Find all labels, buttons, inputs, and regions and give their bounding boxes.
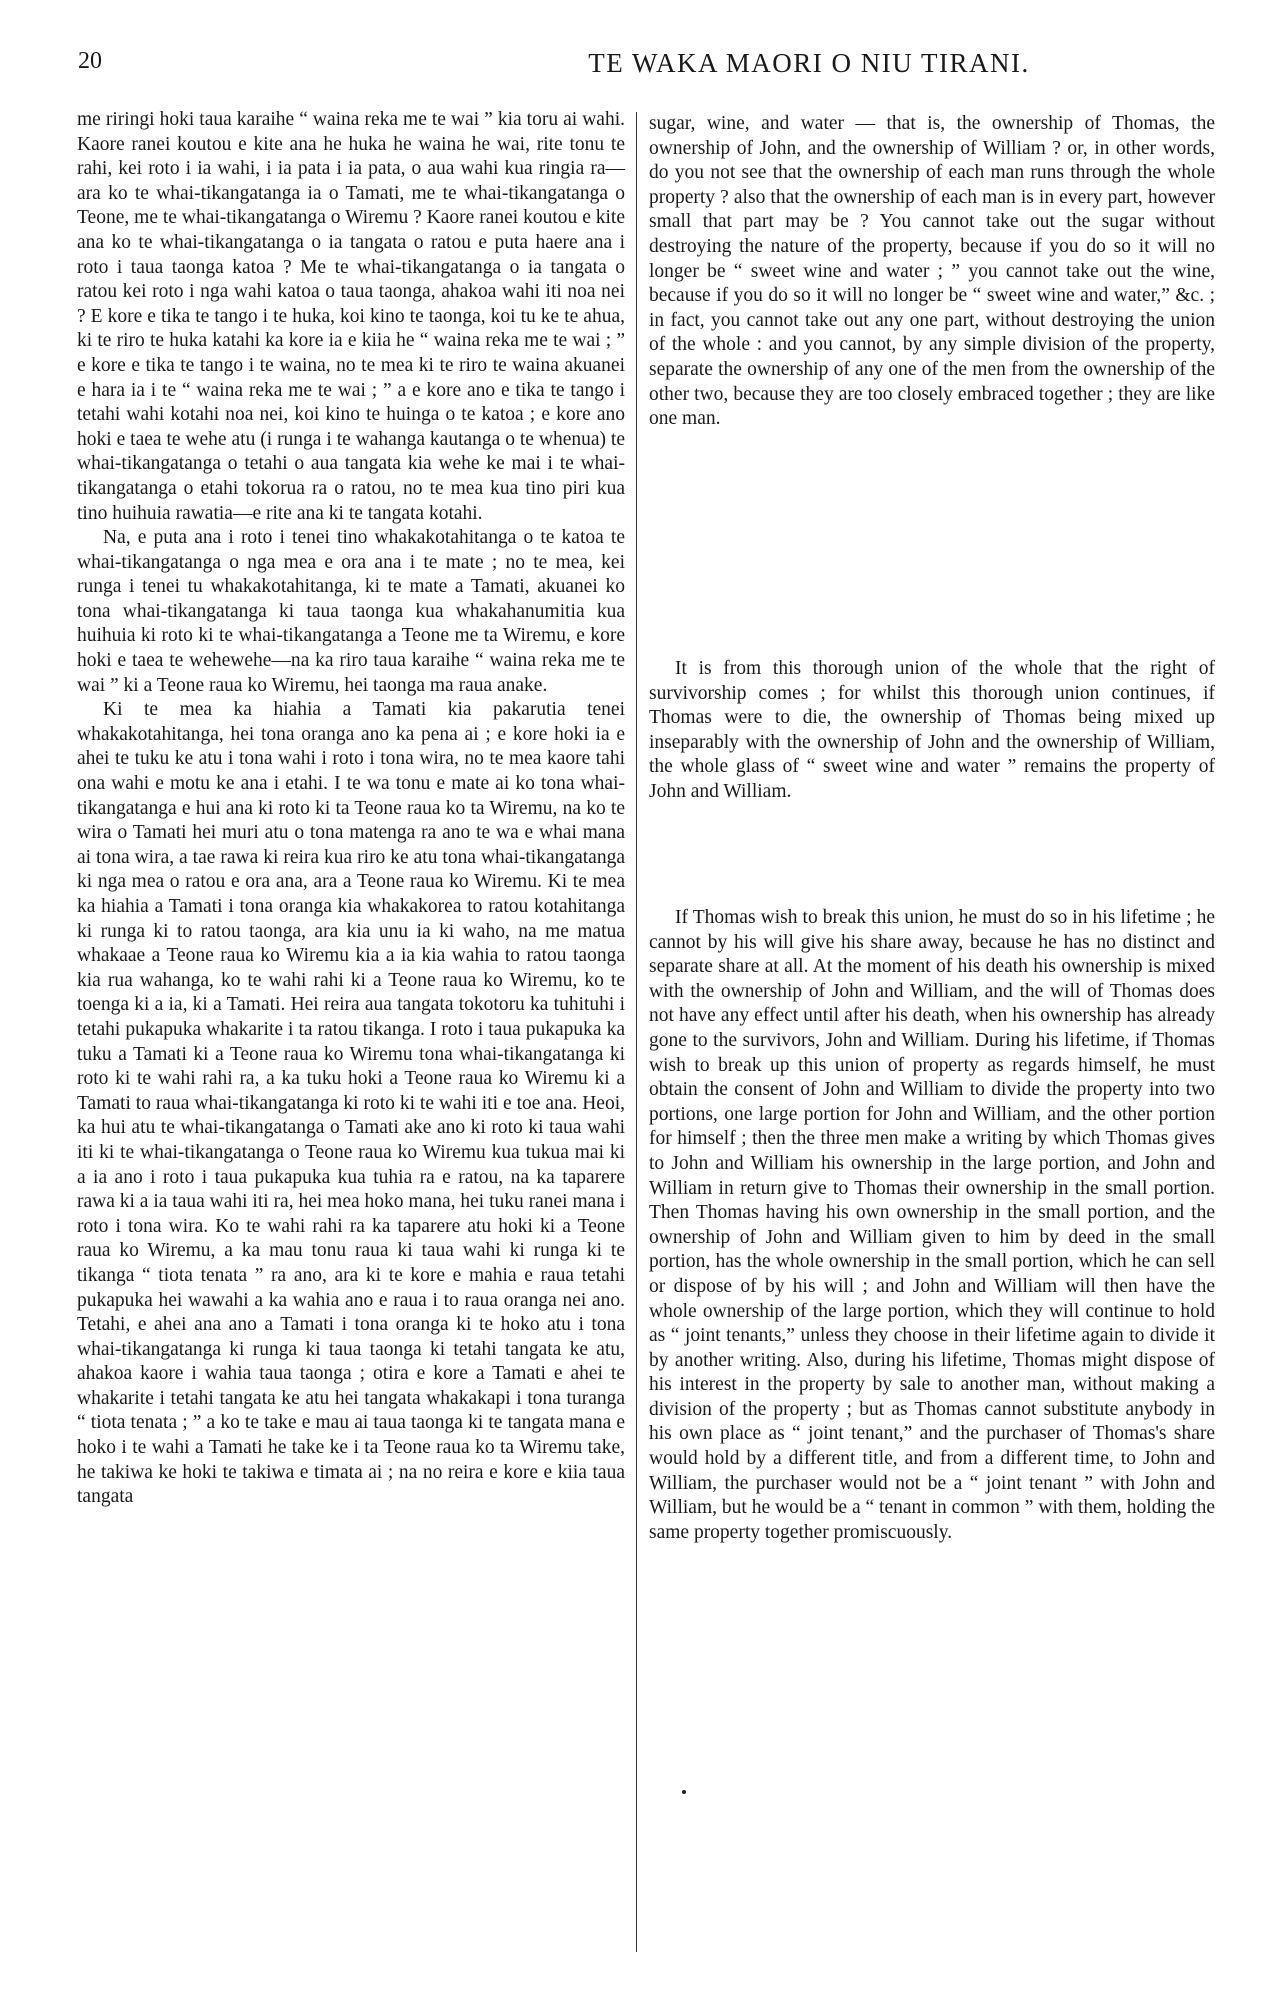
english-paragraph-1: sugar, wine, and water — that is, the ownership of Thomas, the ownership of John, and the ownership of William ? or, in other words, do you not see that the ownership of each man runs through the whole property ? also that the ownership of each man is in every part, however small that part may be ? You cannot take out the sugar without destroying the nature of the property, because if you do so it will no longer be “ sweet wine and water ; ” you cannot take out the wine, because if you do so it will no longer be “ sweet wine and water,” &c. ; in fact, you cannot take out any one part, without destroying the union of the whole : and you cannot, by any simple division of the property, separate the ownership of any one of the men from the ownership of the other two, because they are too closely embraced together ; they are like one man. xyxy=(649,113,1215,430)
journal-title: TE WAKA MAORI O NIU TIRANI. xyxy=(588,48,1030,78)
maori-column xyxy=(77,108,625,1510)
maori-paragraph-1: me riringi hoki taua karaihe “ waina reka me te wai ” kia toru ai wahi. Kaore ranei koutou e kite ana he huka he waina he wai, rite tonu te rahi, kei roto i ia wahi, i ia pata i ia pata, o aua wahi kua ringia ra— ara ko te whai-tikangatanga ia o Tamati, me te whai-tikangatanga o Teone, me te whai-tikangatanga o Wiremu ? Kaore ranei koutou e kite ana ko te whai-tikangatanga o ia tangata o ratou e puta haere ana i roto i taua taonga katoa ? Me te whai-tikangatanga o ia tangata o ratou kei roto i nga wahi katoa o taua taonga, ahakoa wahi iti noa nei ? E kore e tika te tango i te huka, koi kino te taonga, koi tu ke te ahua, ki te riro te huka katahi ka kore ia e kiia he “ waina reka me te wai ; ” e kore e tika te tango i te waina, no te mea ki te riro te waina akuanei e hara ia i te “ waina reka me te wai ; ” a e kore ano e tika te tango i tetahi wahi kotahi noa nei, koi kino te huinga o te katoa ; e kore ano hoki e taea te wehe atu (i runga i te wahanga kautanga o te whenua) te whai-tikangatanga o tetahi o aua tangata kia wehe ke mai i te whai-tikangatanga o etahi tokorua ra o ratou, no te mea kua tino piri kua tino huihuia rawatia—e rite ana ki te tangata kotahi. xyxy=(77,109,625,524)
maori-paragraph-2: Na, e puta ana i roto i tenei tino whakakotahitanga o te katoa te whai-tikangatanga o nga mea e ora ana i te mate ; no te mea, kei runga i tenei tu whakakotahitanga, ki te mate a Tamati, akuanei ko tona whai-tikangatanga ki taua taonga kua whakahanumitia kua huihuia ki roto ki te whai-tikangatanga a Teone me ta Wiremu, e kore hoki e taea te wehewehe—na ka riro taua karaihe “ waina reka me te wai ” ki a Teone raua ko Wiremu, hei taonga ma raua anake. xyxy=(77,527,625,696)
running-head xyxy=(78,40,1250,80)
end-mark xyxy=(682,1790,686,1794)
page-number: 20 xyxy=(78,48,102,74)
column-divider xyxy=(636,112,637,1952)
english-paragraph-2: It is from this thorough union of the whole that the right of survivorship comes ; for whilst this thorough union continues, if Thomas were to die, the ownership of Thomas being mixed up inseparably with the ownership of John and the ownership of William, the whole glass of “ sweet wine and water ” remains the property of John and William. xyxy=(649,658,1215,802)
maori-paragraph-3: Ki te mea ka hiahia a Tamati kia pakarutia tenei whakakotahitanga, hei tona oranga ano ka pena ai ; e kore hoki ia e ahei te tuku ke atu i tona wahi i roto i tona wira, no te mea kaore tahi ona wahi e motu ke ana i etahi. I te wa tonu e mate ai ko tona whai-tikangatanga e hui ana ki roto ki ta Teone raua ko ta Wiremu, na ko te wira o Tamati hei muri atu o tona matenga ra ano te wa e whai mana ai tona wira, a tae rawa ki reira kua riro ke atu tona whai-tikangatanga ki nga mea o ratou e ora ana, ara a Teone raua ko Wiremu. Ki te mea ka hiahia a Tamati i tona oranga kia whakakorea to ratou kotahitanga ki runga ki to ratou taonga, ara kia unu ia ki waho, na me matua whakaae a Teone raua ko Wiremu kia a ia kia wahia to ratou taonga kia rua wahanga, ko te wahi rahi ki a Teone raua ko Wiremu, ko te toenga ki a ia, ki a Tamati. Hei reira aua tangata tokotoru ka tuhituhi i tetahi pukapuka whakarite i ta ratou tikanga. I roto i taua pukapuka ka tuku a Tamati ki a Teone raua ko Wiremu tona whai-tikangatanga ki roto ki te wahi rahi ra, a ka tuku hoki a Teone raua ko Wiremu ki a Tamati to raua whai-tikangatanga ki roto ki te wahi iti e toe ana. Heoi, ka hui atu te whai-tikangatanga o Tamati ake ano ki roto ki taua wahi iti ki te whai-tikangatanga o Teone raua ko Wiremu kua tukua mai ki a ia ano i roto i taua pukapuka kua tuhia ra e ratou, na ka taparere rawa ki a ia taua wahi iti ra, hei mea hoko mana, hei tuku ranei mana i roto i tona wira. Ko te wahi rahi ra ka taparere atu hoki ki a Teone raua ko Wiremu, a ka mau tonu raua ki taua wahi ki runga ki te tikanga “ tiota tenata ” ra ano, ara ki te kore e mahia e raua tetahi pukapuka hei wawahi a ka wahia ano e raua i to raua oranga nei ano. Tetahi, e ahei ana ano a Tamati i tona oranga ki te hoko atu i tona whai-tikangatanga ki runga ki taua taonga ki tetahi tangata ke atu, ahakoa kaore i wahia taua taonga ; otira e kore a Tamati e ahei te whakarite i tetahi tangata ke atu hei tangata whakakapi i tona turanga “ tiota tenata ; ” a ko te take e mau ai taua taonga ki te tangata mana e hoko i te wahi a Tamati he take ke i ta Teone raua ko ta Wiremu take, he takiwa ke hoki te takiwa e timata ai ; na no reira e kore e kiia taua tangata xyxy=(77,699,625,1508)
english-paragraph-3: If Thomas wish to break this union, he must do so in his lifetime ; he cannot by his will give his share away, because he has no distinct and separate share at all. At the moment of his death his ownership is mixed with the ownership of John and William, and the will of Thomas does not have any effect until after his death, when his ownership has already gone to the survivors, John and William. During his lifetime, if Thomas wish to break up this union of property as regards himself, he must obtain the consent of John and William to divide the property into two portions, one large portion for John and William, and the other portion for himself ; then the three men make a writing by which Thomas gives to John and William his ownership in the large portion, and John and William in return give to Thomas their ownership in the small portion. Then Thomas having his own ownership in the small portion, and the ownership of John and William given to him by deed in the small portion, has the whole ownership in the small portion, which he can sell or dispose of by his will ; and John and William will then have the whole ownership of the large portion, which they will continue to hold as “ joint tenants,” unless they choose in their lifetime again to divide it by another writing. Also, during his lifetime, Thomas might dispose of his interest in the property by sale to another man, without making a division of the property ; but as Thomas cannot substitute anybody in his own place as “ joint tenant,” and the purchaser of Thomas's share would hold by a different title, and from a different time, to John and William, the purchaser would not be a “ joint tenant ” with John and William, but he would be a “ tenant in common ” with them, holding the same property together promiscuously. xyxy=(649,907,1215,1543)
